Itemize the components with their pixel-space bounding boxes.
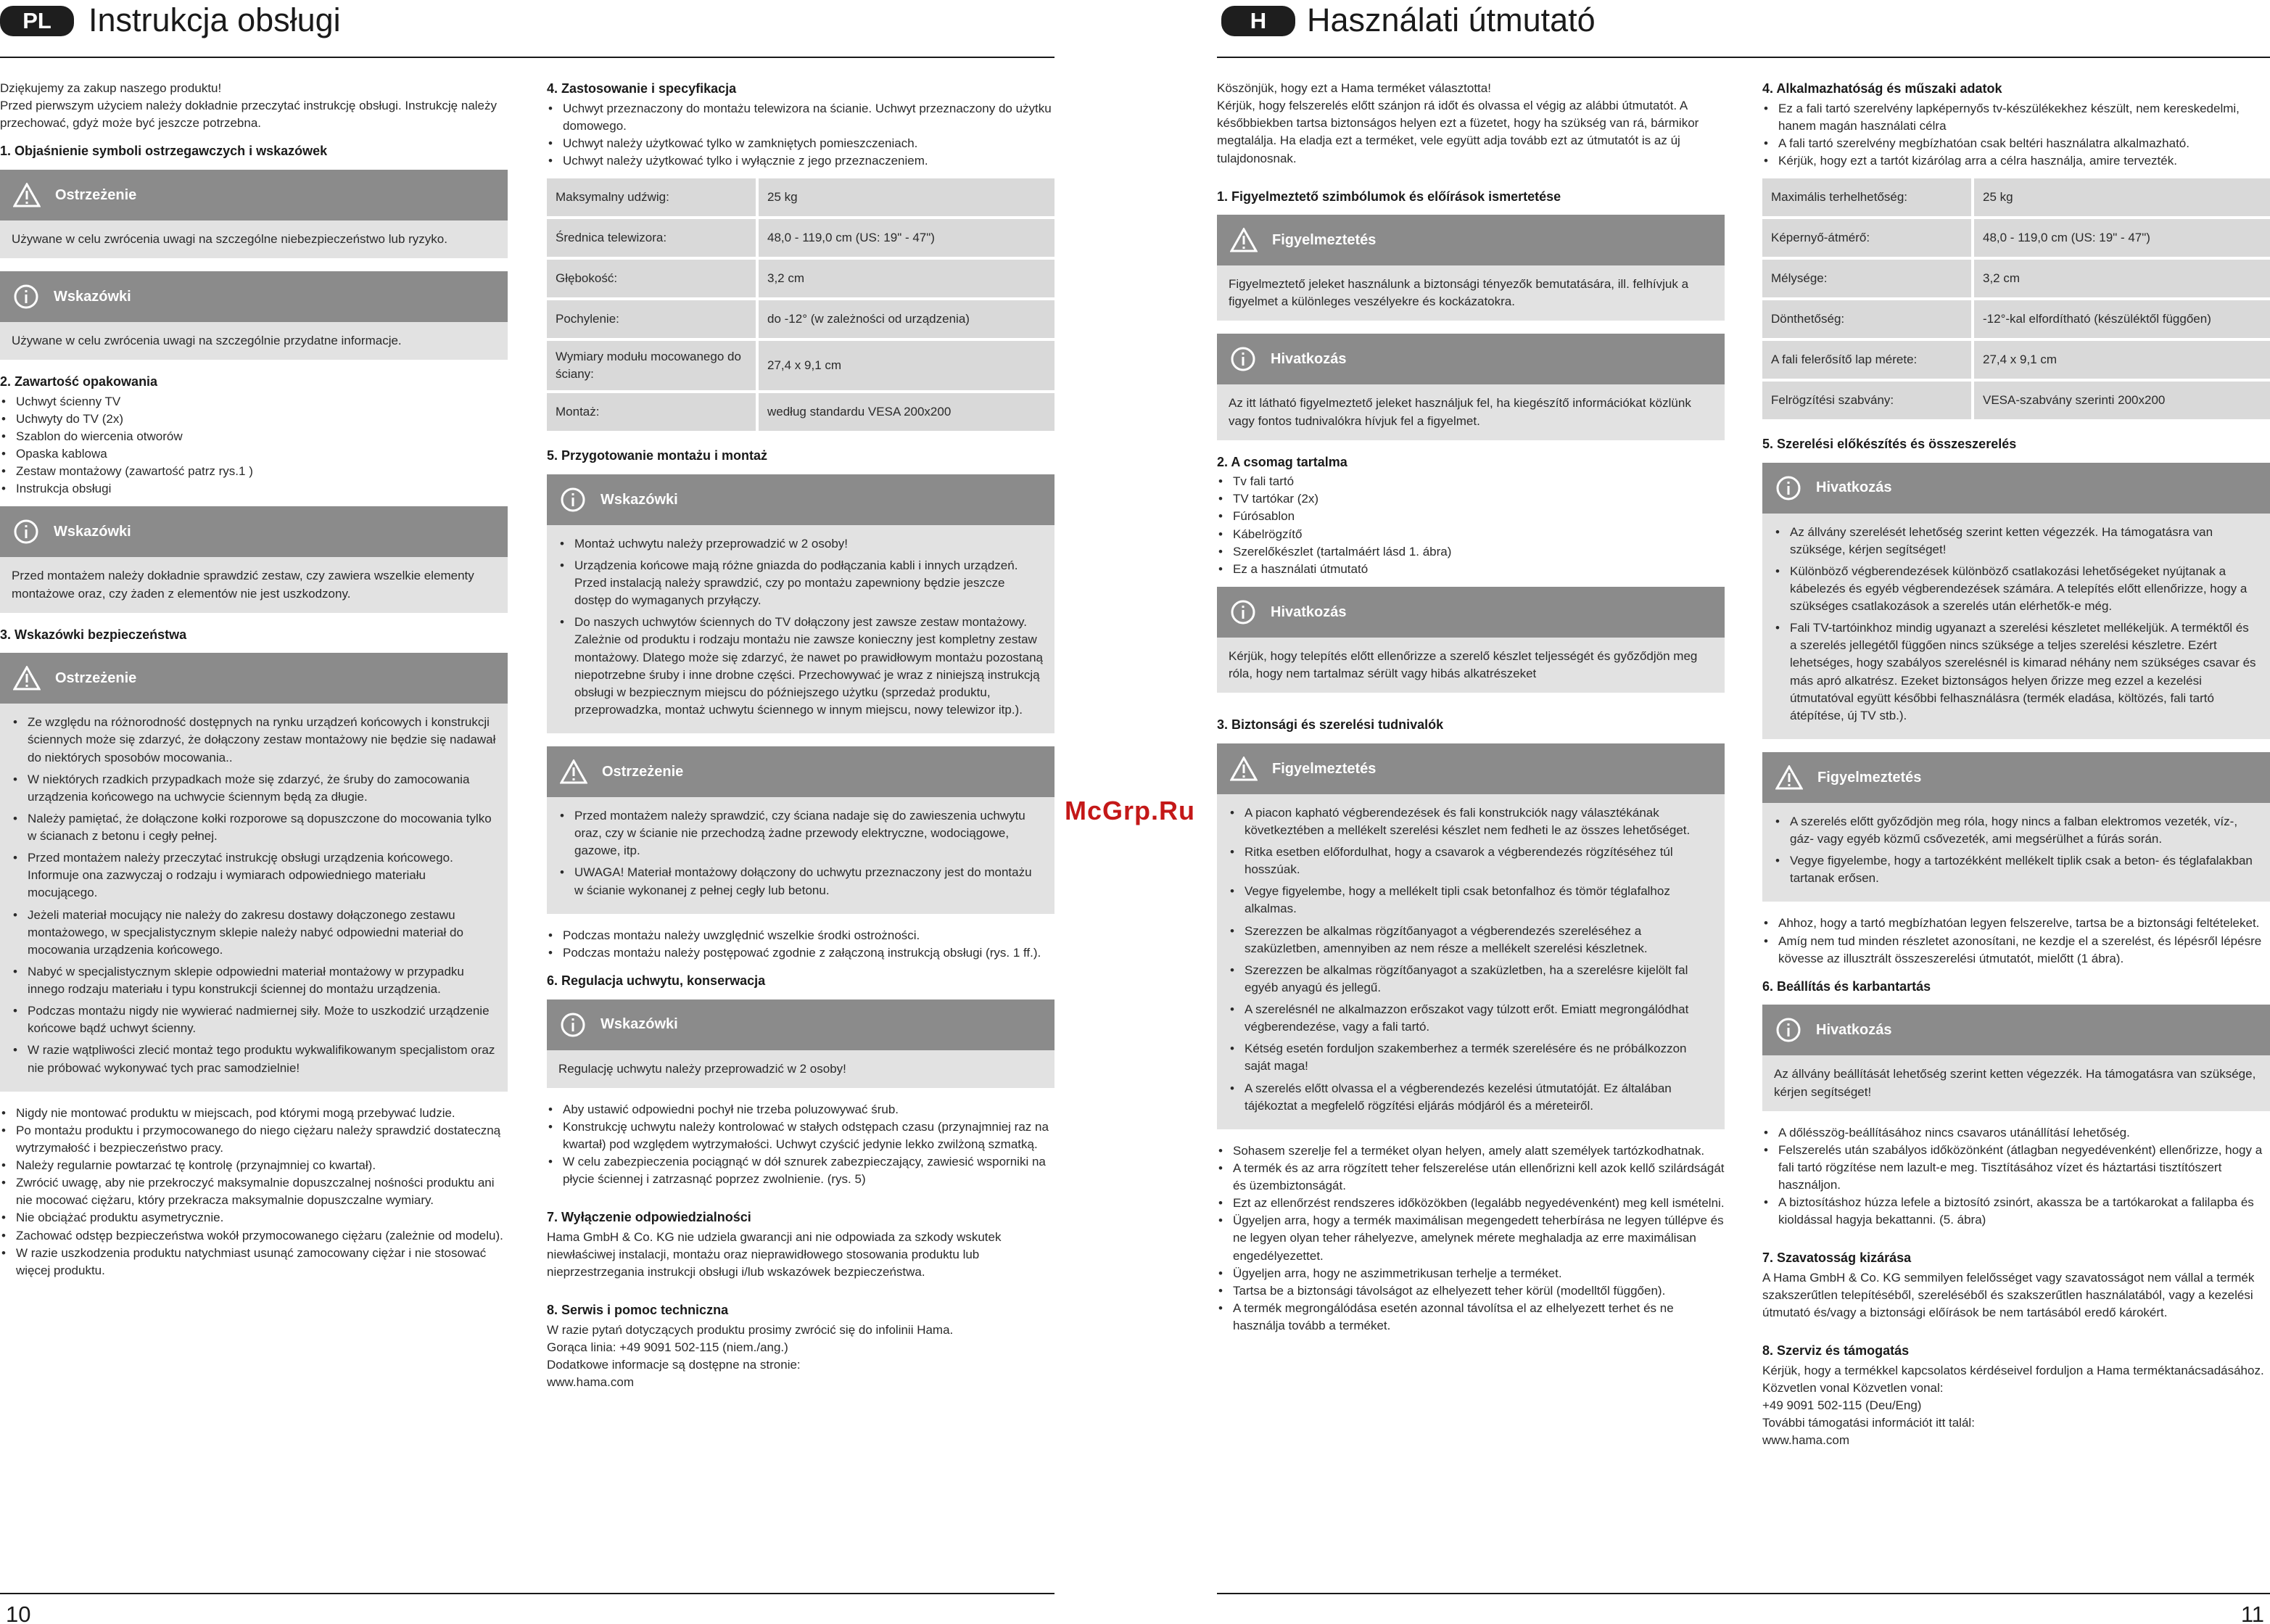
- section-title: 4. Alkalmazhatóság és műszaki adatok: [1762, 81, 2002, 96]
- hint-label: Wskazówki: [600, 491, 678, 508]
- spec-key: Maximális terhelhetőség:: [1762, 178, 1974, 216]
- spec-table: [547, 176, 1054, 434]
- list-item: • Zwrócić uwagę, aby nie przekroczyć maksymalnie dopuszczalnej nośności produktu ani nie mocować ciężaru, który przekracza maksymalnie dopuszczalne wymiary.: [0, 1174, 508, 1209]
- list-item: • Uchwyt ścienny TV: [0, 393, 508, 411]
- language-badge: H: [1221, 6, 1295, 36]
- hint-box: [0, 506, 508, 612]
- service-line: Közvetlen vonal Közvetlen vonal:: [1762, 1380, 1944, 1395]
- list-item: • A biztosításhoz húzza lefele a biztosító zsinórt, akassza be a tartókarokat a falilapba és kioldással hagyja bekattanni. (5. ábra): [1762, 1194, 2270, 1229]
- list-item: • Nabyć w specjalistycznym sklepie odpowiedni materiał montażowy w przypadku innego rodzaju materiału i typu konstrukcji ściennej do montażu urządzenia.: [12, 963, 496, 998]
- list-item: • A termék és az arra rögzített teher felszerelése után ellenőrizni kell azok kellő szilárdságát és üzembiztonságát.: [1217, 1160, 1725, 1195]
- spec-key: Mélysége:: [1762, 260, 1974, 297]
- section-title: 5. Szerelési előkészítés és összeszerelés: [1762, 437, 2017, 452]
- list-item: • A dőlésszög-beállításához nincs csavaros utánállításí lehetőség.: [1762, 1124, 2270, 1142]
- section-title: 3. Wskazówki bezpieczeństwa: [0, 627, 187, 642]
- service-line: Kérjük, hogy a termékkel kapcsolatos kérdéseivel forduljon a Hama terméktanácsadásához.: [1762, 1363, 2264, 1377]
- hint-text: Kérjük, hogy telepítés előtt ellenőrizze a szerelő készlet teljességét és győződjön meg róla, hogy nem tartalmaz sérült vagy hibás alkatrészeket: [1217, 638, 1725, 693]
- list-item: • Uchwyt przeznaczony do montażu telewizora na ścianie. Uchwyt przeznaczony do użytku domowego.: [547, 100, 1054, 135]
- list-item: • Konstrukcję uchwytu należy kontrolować w stałych odstępach czasu (przynajmniej raz na kwartał) pod względem wytrzymałości. Uchwyt czyścić jedynie lekko zwilżoną szmatką.: [547, 1118, 1054, 1153]
- header-rule: [1217, 57, 2270, 58]
- info-icon: [1775, 1017, 1801, 1043]
- list-item: • Opaska kablowa: [0, 445, 508, 463]
- list-item: • Ügyeljen arra, hogy ne aszimmetrikusan terhelje a terméket.: [1217, 1265, 1725, 1282]
- hint-text: Przed montażem należy dokładnie sprawdzić zestaw, czy zawiera wszelkie elementy montażowe oraz, czy żaden z elementów nie jest uszkodzony.: [0, 557, 508, 612]
- list-item: • Felszerelés után szabályos időközönként (átlagban negyedévenként) ellenőrizze, hogy a fali tartó rögzítése nem lazult-e meg. Tisztításához vízet és háztartási tisztítószert használjon.: [1762, 1142, 2270, 1194]
- intro-line: Kérjük, hogy felszerelés előtt szánjon rá időt és olvassa el végig az alábbi útmutatót. A későbbiekben tartsa biztonságos helyen ezt a füzetet, hogy ha szükség van rá, bármikor megtalálja. Ha eladja ezt a terméket, vele együtt adja tovább ezt az útmutatót is az új tulajdonosnak.: [1217, 99, 1699, 165]
- table-row: [547, 300, 1054, 338]
- service-line: További támogatási információt itt talál:: [1762, 1416, 1975, 1430]
- package-list: [1217, 473, 1725, 578]
- spec-key: Głębokość:: [547, 260, 759, 297]
- list-item: • Należy regularnie powtarzać tę kontrolę (przynajmniej co kwartał).: [0, 1157, 508, 1174]
- safety-list: [0, 1105, 508, 1279]
- list-item: • Kétség esetén forduljon szakemberhez a termék szerelésére és ne próbálkozzon saját maga!: [1229, 1040, 1713, 1075]
- section-title: 5. Przygotowanie montażu i montaż: [547, 448, 768, 463]
- list-item: • Uchwyt należy użytkować tylko i wyłącznie z jego przeznaczeniem.: [547, 152, 1054, 170]
- spec-key: Maksymalny udźwig:: [547, 178, 759, 216]
- section-title: 7. Wyłączenie odpowiedzialności: [547, 1210, 751, 1225]
- warning-label: Ostrzeżenie: [55, 186, 137, 203]
- adjustment-list: [547, 1101, 1054, 1189]
- intro-line: Dziękujemy za zakup naszego produktu!: [0, 81, 222, 95]
- list-item: • Jeżeli materiał mocujący nie należy do zakresu dostawy dołączonego zestawu montażowego, w specjalistycznym sklepie należy nabyć odpowiedni materiał do mocowania urządzenia końcowego.: [12, 907, 496, 959]
- warning-box: [0, 170, 508, 258]
- spec-value: 3,2 cm: [1974, 260, 2270, 297]
- list-item: • Podczas montażu należy uwzględnić wszelkie środki ostrożności.: [547, 927, 1054, 944]
- table-row: [547, 341, 1054, 390]
- list-item: • Szablon do wiercenia otworów: [0, 428, 508, 445]
- list-item: • Ahhoz, hogy a tartó megbízhatóan legyen felszerelve, tartsa be a biztonsági feltételeket.: [1762, 915, 2270, 932]
- service-line: Gorąca linia: +49 9091 502-115 (niem./ang.): [547, 1340, 788, 1354]
- hint-text: Az állvány beállítását lehetőség szerint ketten végezzék. Ha támogatásra van szüksége, kérjen segítséget!: [1762, 1055, 2270, 1110]
- warning-box: [1762, 752, 2270, 902]
- section-title: 8. Serwis i pomoc techniczna: [547, 1303, 729, 1318]
- list-item: • Podczas montażu należy postępować zgodnie z załączoną instrukcją obsługi (rys. 1 ff.).: [547, 944, 1054, 962]
- intro-line: Köszönjük, hogy ezt a Hama terméket választotta!: [1217, 81, 1491, 95]
- list-item: • Montaż uchwytu należy przeprowadzić w 2 osoby!: [558, 535, 1043, 553]
- spec-key: Felrögzítési szabvány:: [1762, 382, 1974, 419]
- warning-triangle-icon: [13, 666, 41, 691]
- list-item: • Uchwyty do TV (2x): [0, 411, 508, 428]
- list-item: • A termék megrongálódása esetén azonnal távolítsa el az elhelyezett terhet és ne használja tovább a terméket.: [1217, 1300, 1725, 1335]
- spec-value: VESA-szabvány szerinti 200x200: [1974, 382, 2270, 419]
- hint-label: Hivatkozás: [1816, 479, 1892, 496]
- list-item: • Vegye figyelembe, hogy a mellékelt tipli csak betonfalhoz és tömör téglafalhoz alkalmas.: [1229, 883, 1713, 918]
- list-item: • Instrukcja obsługi: [0, 480, 508, 498]
- hint-label: Hivatkozás: [1271, 351, 1347, 368]
- list-item: • W razie uszkodzenia produktu natychmiast usunąć zamocowany ciężar i nie stosować więcej produktu.: [0, 1245, 508, 1279]
- spec-value: 25 kg: [759, 178, 1054, 216]
- list-item: • Amíg nem tud minden részletet azonosítani, ne kezdje el a szerelést, és lépésről lépésre kövesse az illusztrált összeszerelési útmutatót, mielőtt (1 ábra).: [1762, 933, 2270, 968]
- list-item: • Szerezzen be alkalmas rögzítőanyagot a végberendezés szereléséhez a szaküzletben, amennyiben az nem része a mellékelt szerelési készletnek.: [1229, 923, 1713, 957]
- hint-list: [558, 535, 1043, 719]
- spec-value: 27,4 x 9,1 cm: [1974, 341, 2270, 379]
- table-row: [547, 393, 1054, 431]
- list-item: • A fali tartó szerelvény megbízhatóan csak beltéri használatra alkalmazható.: [1762, 135, 2270, 152]
- adjustment-list: [1762, 1124, 2270, 1229]
- spec-value: 27,4 x 9,1 cm: [759, 341, 1054, 390]
- list-item: • Tv fali tartó: [1217, 473, 1725, 490]
- table-row: [1762, 382, 2270, 419]
- spec-value: 48,0 - 119,0 cm (US: 19" - 47"): [759, 219, 1054, 257]
- list-item: • Ezt az ellenőrzést rendszeres időközökben (legalább negyedévenként) meg kell ismételni.: [1217, 1195, 1725, 1212]
- list-item: • Po montażu produktu i przymocowanego do niego ciężaru należy sprawdzić dostateczną wytrzymałość i bezpieczeństwo pracy.: [0, 1122, 508, 1157]
- list-item: • Fali TV-tartóinkhoz mindig ugyanazt a szerelési készletet mellékeljük. A terméktől és a szerelés jellegétől függően nincs szüksége a teljes szerelési készletre. Ezért lehetséges, hogy szabályos szerelésnél is kimarad néhány nem szükséges csavar és más apró alkatrész. Ezeket biztonságos helyen őrizze meg ezzel a kezelési útmutatóval együtt későbbi felhasználásra (termék eladása, költözés, fali tartó átépítése, új TV stb.).: [1774, 619, 2258, 725]
- disclaimer-text: A Hama GmbH & Co. KG semmilyen felelősséget vagy szavatosságot nem vállal a termék szakszerűtlen telepítéséből, szereléséből és szakszerűtlen használatából, vagy a kezelési útmutató és/vagy a biztonsági előírások be nem tartásából eredő károkért.: [1762, 1270, 2255, 1320]
- hint-label: Wskazówki: [54, 288, 131, 305]
- list-item: • TV tartókar (2x): [1217, 490, 1725, 508]
- page-hungarian: [1217, 0, 2270, 1624]
- section-title: 2. A csomag tartalma: [1217, 454, 1347, 469]
- section-title: 7. Szavatosság kizárása: [1762, 1250, 1912, 1266]
- hint-label: Hivatkozás: [1271, 603, 1347, 620]
- spec-value: według standardu VESA 200x200: [759, 393, 1054, 431]
- page-title: Használati útmutató: [1307, 1, 1596, 38]
- mounting-list: [547, 927, 1054, 962]
- header-rule: [0, 57, 1054, 58]
- hint-text: Az itt látható figyelmeztető jeleket használjuk fel, ha kiegészítő információkat közlünk vagy fontos tudnivalókra hívjuk fel a figyelmet.: [1217, 384, 1725, 440]
- info-icon: [1230, 599, 1256, 625]
- section-title: 1. Objaśnienie symboli ostrzegawczych i wskazówek: [0, 144, 328, 159]
- warning-list: [12, 714, 496, 1076]
- section-title: 3. Biztonsági és szerelési tudnivalók: [1217, 717, 1444, 733]
- spec-value: 48,0 - 119,0 cm (US: 19" - 47"): [1974, 219, 2270, 257]
- usage-list: [1762, 100, 2270, 170]
- list-item: • W niektórych rzadkich przypadkach może się zdarzyć, że śruby do zamocowania urządzenia końcowego na uchwycie ściennym będą za długie.: [12, 771, 496, 806]
- hint-text: Używane w celu zwrócenia uwagi na szczególnie przydatne informacje.: [0, 322, 508, 360]
- list-item: • Ez a fali tartó szerelvény lapképernyős tv-készülékekhez készült, nem kereskedelmi, hanem magán használati célra: [1762, 100, 2270, 135]
- hint-label: Wskazówki: [600, 1016, 678, 1033]
- warning-label: Ostrzeżenie: [602, 763, 684, 780]
- watermark: McGrp.Ru: [1065, 796, 1196, 825]
- list-item: • Uchwyt należy użytkować tylko w zamkniętych pomieszczeniach.: [547, 135, 1054, 152]
- list-item: • Ez a használati útmutató: [1217, 561, 1725, 578]
- list-item: • Urządzenia końcowe mają różne gniazda do podłączania kabli i innych urządzeń. Przed instalacją należy sprawdzić, czy po montażu zapewniony będzie jeszcze dostęp do wymaganych przyłączy.: [558, 557, 1043, 609]
- info-icon: [13, 284, 39, 310]
- table-row: [1762, 219, 2270, 257]
- table-row: [547, 260, 1054, 297]
- warning-label: Figyelmeztetés: [1817, 769, 1922, 786]
- safety-list: [1217, 1142, 1725, 1335]
- language-badge: PL: [0, 6, 74, 36]
- warning-list: [1229, 804, 1713, 1115]
- list-item: • Przed montażem należy przeczytać instrukcję obsługi urządzenia końcowego. Informuje ona zazwyczaj o rodzaju i wymiarach odpowiedniego materiału mocującego.: [12, 849, 496, 902]
- list-item: • Fúrósablon: [1217, 508, 1725, 525]
- spec-table: [1762, 176, 2270, 422]
- page-header: [0, 0, 1054, 59]
- warning-text: Używane w celu zwrócenia uwagi na szczególne niebezpieczeństwo lub ryzyko.: [0, 220, 508, 258]
- list-item: • Szerezzen be alkalmas rögzítőanyagot a szaküzletben, ha a szerelésre kijelölt fal egyéb anyagú és jellegű.: [1229, 962, 1713, 997]
- website-link[interactable]: www.hama.com: [547, 1375, 634, 1390]
- section-title: 4. Zastosowanie i specyfikacja: [547, 81, 737, 96]
- list-item: • Podczas montażu nigdy nie wywierać nadmiernej siły. Może to uszkodzić urządzenie końcowe bądź uchwyt ścienny.: [12, 1002, 496, 1037]
- column-right: [547, 80, 1054, 1391]
- list-item: • A piacon kapható végberendezések és fali konstrukciók nagy választékának következtében a mellékelt szerelési készlet nem fedheti le az összes lehetőséget.: [1229, 804, 1713, 839]
- hint-text: Regulację uchwytu należy przeprowadzić w 2 osoby!: [547, 1050, 1054, 1088]
- spec-value: 3,2 cm: [759, 260, 1054, 297]
- hint-box: [1217, 334, 1725, 440]
- warning-text: Figyelmeztető jeleket használunk a biztonsági tényezők bemutatására, ill. felhívjuk a figyelmet a különleges veszélyekre és kockázatokra.: [1217, 265, 1725, 321]
- list-item: • Należy pamiętać, że dołączone kołki rozporowe są dopuszczone do mocowania tylko w ścianach z betonu i cegły pełnej.: [12, 810, 496, 845]
- list-item: • Nigdy nie montować produktu w miejscach, pod którymi mogą przebywać ludzie.: [0, 1105, 508, 1122]
- list-item: • Nie obciążać produktu asymetrycznie.: [0, 1209, 508, 1227]
- footer-rule: [0, 1593, 1054, 1594]
- spec-key: Pochylenie:: [547, 300, 759, 338]
- warning-triangle-icon: [1775, 765, 1803, 790]
- list-item: • A szerelésnél ne alkalmazzon erőszakot vagy túlzott erőt. Emiatt megrongálódhat végberendezése, vagy a fali tartó.: [1229, 1001, 1713, 1036]
- list-item: • Zachować odstęp bezpieczeństwa wokół przymocowanego ciężaru (zależnie od modelu).: [0, 1227, 508, 1245]
- hint-box: [547, 999, 1054, 1088]
- warning-label: Figyelmeztetés: [1272, 760, 1377, 777]
- service-line: W razie pytań dotyczących produktu prosimy zwrócić się do infolinii Hama.: [547, 1322, 954, 1337]
- service-line: Dodatkowe informacje są dostępne na stronie:: [547, 1357, 801, 1372]
- table-row: [547, 178, 1054, 216]
- info-icon: [1230, 346, 1256, 372]
- list-item: • Zestaw montażowy (zawartość patrz rys.1 ): [0, 463, 508, 480]
- list-item: • Ügyeljen arra, hogy a termék maximálisan megengedett teherbírása ne legyen túllépve és ne legyen olyan teher ráhelyezve, amelynek mérete meghaladja az erre maximálisan engedélyezettet.: [1217, 1212, 1725, 1264]
- hint-box: [1217, 587, 1725, 693]
- list-item: • Do naszych uchwytów ściennych do TV dołączony jest zawsze zestaw montażowy. Zależnie od produktu i rodzaju montażu nie zawsze konieczny jest kompletny zestaw montażowy. Dlatego może się zdarzyć, że nawet po prawidłowym montażu pozostaną niepotrzebne śruby i inne drobne części. Przechowywać je wraz z niniejszą instrukcją obsługi w bezpiecznym miejscu do późniejszego użytku (sprzedaż produktu, przeprowadzka, montaż uchwytu ściennego w innym miejscu, nowy telewizor itp.).: [558, 614, 1043, 719]
- info-icon: [1775, 475, 1801, 501]
- list-item: • Különböző végberendezések különböző csatlakozási lehetőségeket nyújtanak a kábelezés és egyéb végberendezések számára. A telepítés előtt ellenőrizze, hogy a szükséges csatlakozások a szerelés után elérhetők-e még.: [1774, 563, 2258, 615]
- section-title: 2. Zawartość opakowania: [0, 374, 158, 389]
- spec-value: -12°-kal elfordítható (készüléktől függően): [1974, 300, 2270, 338]
- info-icon: [560, 1012, 586, 1038]
- column-right: [1762, 80, 2270, 1449]
- hint-list: [1774, 524, 2258, 725]
- section-title: 6. Beállítás és karbantartás: [1762, 978, 1931, 994]
- list-item: • UWAGA! Materiał montażowy dołączony do uchwytu przeznaczony jest do montażu w ścianie wykonanej z pełnej cegły lub betonu.: [558, 864, 1043, 899]
- list-item: • Sohasem szerelje fel a terméket olyan helyen, amely alatt személyek tartózkodhatnak.: [1217, 1142, 1725, 1160]
- list-item: • Ritka esetben előfordulhat, hogy a csavarok a végberendezés rögzítéséhez túl hosszúak.: [1229, 844, 1713, 878]
- mounting-list: [1762, 915, 2270, 967]
- list-item: • Kérjük, hogy ezt a tartót kizárólag arra a célra használja, amire tervezték.: [1762, 152, 2270, 170]
- list-item: • A szerelés előtt olvassa el a végberendezés kezelési útmutatóját. Ez általában tájékoztat a megfelelő rögzítési eljárás módjáról és a méreteiről.: [1229, 1080, 1713, 1115]
- disclaimer-text: Hama GmbH & Co. KG nie udziela gwarancji ani nie odpowiada za szkody wskutek niewłaściwej instalacji, montażu oraz nieprawidłowego stosowania produktu lub nieprzestrzegania instrukcji obsługi i/lub wskazówek bezpieczeństwa.: [547, 1229, 1002, 1279]
- hint-box: [1762, 463, 2270, 739]
- website-link[interactable]: www.hama.com: [1762, 1433, 1849, 1448]
- warning-list: [558, 807, 1043, 899]
- warning-triangle-icon: [13, 183, 41, 207]
- hint-box: [547, 474, 1054, 733]
- list-item: • Az állvány szerelését lehetőség szerint ketten végezzék. Ha támogatásra van szüksége, kérjen segítséget!: [1774, 524, 2258, 558]
- service-line: +49 9091 502-115 (Deu/Eng): [1762, 1398, 1922, 1413]
- warning-triangle-icon: [560, 759, 587, 784]
- list-item: • Szerelőkészlet (tartalmáért lásd 1. ábra): [1217, 543, 1725, 561]
- spec-key: Wymiary modułu mocowanego do ściany:: [547, 341, 759, 390]
- warning-box: [1217, 215, 1725, 321]
- table-row: [1762, 260, 2270, 297]
- info-icon: [560, 487, 586, 513]
- list-item: • Aby ustawić odpowiedni pochył nie trzeba poluzowywać śrub.: [547, 1101, 1054, 1118]
- spec-value: 25 kg: [1974, 178, 2270, 216]
- spec-key: Dönthetőség:: [1762, 300, 1974, 338]
- section-title: 8. Szerviz és támogatás: [1762, 1343, 1910, 1359]
- warning-box: [0, 653, 508, 1091]
- spec-key: A fali felerősítő lap mérete:: [1762, 341, 1974, 379]
- warning-triangle-icon: [1230, 228, 1258, 252]
- column-left: [0, 80, 508, 1279]
- hint-label: Hivatkozás: [1816, 1022, 1892, 1039]
- footer-rule: [1217, 1593, 2270, 1594]
- page-number: 11: [2240, 1602, 2264, 1624]
- list-item: • Vegye figyelembe, hogy a tartozékként mellékelt tiplik csak a beton- és téglafalakban tartanak erősen.: [1774, 852, 2258, 887]
- spec-value: do -12° (w zależności od urządzenia): [759, 300, 1054, 338]
- hint-box: [1762, 1005, 2270, 1110]
- list-item: • Przed montażem należy sprawdzić, czy ściana nadaje się do zawieszenia uchwytu oraz, czy w ścianie nie przechodzą żadne przewody elektryczne, wodociągowe, gazowe, itp.: [558, 807, 1043, 860]
- page-header: [1217, 0, 2270, 59]
- intro-line: Przed pierwszym użyciem należy dokładnie przeczytać instrukcję obsługi. Instrukcję należy przechować, gdyż może być jeszcze potrzebna.: [0, 99, 498, 131]
- table-row: [1762, 178, 2270, 216]
- hint-label: Wskazówki: [54, 524, 131, 540]
- column-left: [1217, 80, 1725, 1335]
- page-number: 10: [6, 1602, 31, 1624]
- list-item: • W razie wątpliwości zlecić montaż tego produktu wykwalifikowanym specjalistom oraz nie próbować wykonywać tych prac samodzielnie!: [12, 1042, 496, 1076]
- table-row: [1762, 341, 2270, 379]
- warning-label: Ostrzeżenie: [55, 670, 137, 687]
- list-item: • Tartsa be a biztonsági távolságot az elhelyezett teher körül (modelltől függően).: [1217, 1282, 1725, 1300]
- warning-triangle-icon: [1230, 757, 1258, 781]
- table-row: [1762, 300, 2270, 338]
- page-title: Instrukcja obsługi: [88, 1, 341, 38]
- section-title: 6. Regulacja uchwytu, konserwacja: [547, 973, 766, 988]
- usage-list: [547, 100, 1054, 170]
- spec-key: Képernyő-átmérő:: [1762, 219, 1974, 257]
- list-item: • W celu zabezpieczenia pociągnąć w dół sznurek zabezpieczający, zawiesić wsporniki na płycie ściennej i zatrzasnąć poprzez zwolnienie. (rys. 5): [547, 1153, 1054, 1188]
- list-item: • Ze względu na różnorodność dostępnych na rynku urządzeń końcowych i konstrukcji ściennych może się zdarzyć, że dołączony zestaw montażowy nie będzie się nadawał do niektórych sposobów mocowania..: [12, 714, 496, 766]
- spec-key: Montaż:: [547, 393, 759, 431]
- section-title: 1. Figyelmeztető szimbólumok és előírások ismertetése: [1217, 189, 1561, 204]
- warning-box: [547, 746, 1054, 914]
- list-item: • A szerelés előtt győződjön meg róla, hogy nincs a falban elektromos vezeték, víz-, gáz- vagy egyéb közmű csővezeték, ami megsérülhet a fúrás során.: [1774, 813, 2258, 848]
- spec-key: Średnica telewizora:: [547, 219, 759, 257]
- page-polish: [0, 0, 1054, 1624]
- info-icon: [13, 519, 39, 545]
- warning-label: Figyelmeztetés: [1272, 231, 1377, 248]
- hint-box: [0, 271, 508, 360]
- package-list: [0, 393, 508, 498]
- warning-list: [1774, 813, 2258, 888]
- warning-box: [1217, 743, 1725, 1129]
- table-row: [547, 219, 1054, 257]
- list-item: • Kábelrögzítő: [1217, 526, 1725, 543]
